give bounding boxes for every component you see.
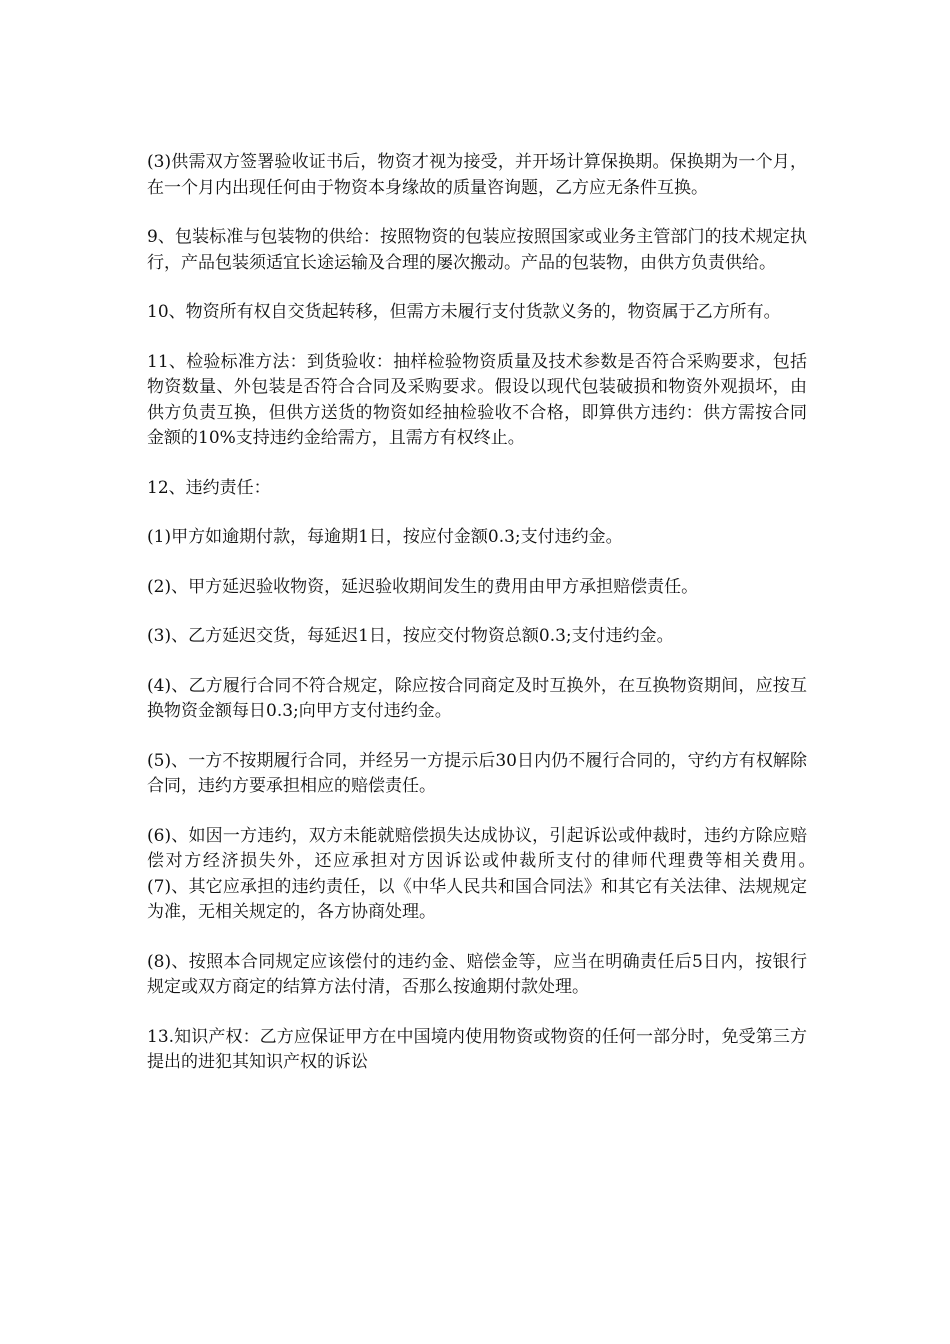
- paragraph-inspection: 11、检验标准方法：到货验收：抽样检验物资质量及技术参数是否符合采购要求，包括物资数量、外包装是否符合合同及采购要求。假设以现代包装破损和物资外观损坏，由供方负责互换，但供方送货的物资如经抽检验收不合格，即算供方违约：供方需按合同金额的10%支持违约金给需方，且需方有权终止。: [147, 351, 807, 448]
- paragraph-liability-1: (1)甲方如逾期付款，每逾期1日，按应付金额0.3;支付违约金。: [147, 527, 623, 547]
- paragraph-liability-5: (5)、一方不按期履行合同，并经另一方提示后30日内仍不履行合同的，守约方有权解除合同，违约方要承担相应的赔偿责任。: [147, 750, 807, 796]
- document-body: [147, 150, 858, 1100]
- paragraph-liability-2: (2)、甲方延迟验收物资，延迟验收期间发生的费用由甲方承担赔偿责任。: [147, 576, 699, 597]
- paragraph-liability-3: (3)、乙方延迟交货，每延迟1日，按应交付物资总额0.3;支付违约金。: [147, 626, 674, 646]
- paragraph-intellectual-property: 13.知识产权：乙方应保证甲方在中国境内使用物资或物资的任何一部分时，免受第三方提出的进犯其知识产权的诉讼: [147, 1026, 807, 1072]
- paragraph-packaging: 9、包装标准与包装物的供给：按照物资的包装应按照国家或业务主管部门的技术规定执行，产品包装须适宜长途运输及合理的屡次搬动。产品的包装物，由供方负责供给。: [147, 227, 807, 273]
- paragraph-ownership: 10、物资所有权自交货起转移，但需方未履行支付货款义务的，物资属于乙方所有。: [147, 302, 781, 322]
- paragraph-liability-heading: 12、违约责任：: [147, 477, 271, 498]
- paragraph-liability-6-7: (6)、如因一方违约，双方未能就赔偿损失达成协议，引起诉讼或仲裁时，违约方除应赔偿对方经济损失外，还应承担对方因诉讼或仲裁所支付的律师代理费等相关费用。 (7)、其它应承担的违约责任，以《中华人民共和国合同法》和其它有关法律、法规规定为准，无相关规定的，各方协商处理。: [147, 825, 858, 922]
- paragraph-liability-8: (8)、按照本合同规定应该偿付的违约金、赔偿金等，应当在明确责任后5日内，按银行规定或双方商定的结算方法付清，否那么按逾期付款处理。: [147, 951, 807, 997]
- paragraph-liability-4: (4)、乙方履行合同不符合规定，除应按合同商定及时互换外，在互换物资期间，应按互换物资金额每日0.3;向甲方支付违约金。: [147, 675, 807, 721]
- paragraph-warranty-period: (3)供需双方签署验收证书后，物资才视为接受，并开场计算保换期。保换期为一个月，在一个月内出现任何由于物资本身缘故的质量咨询题，乙方应无条件互换。: [147, 152, 807, 198]
